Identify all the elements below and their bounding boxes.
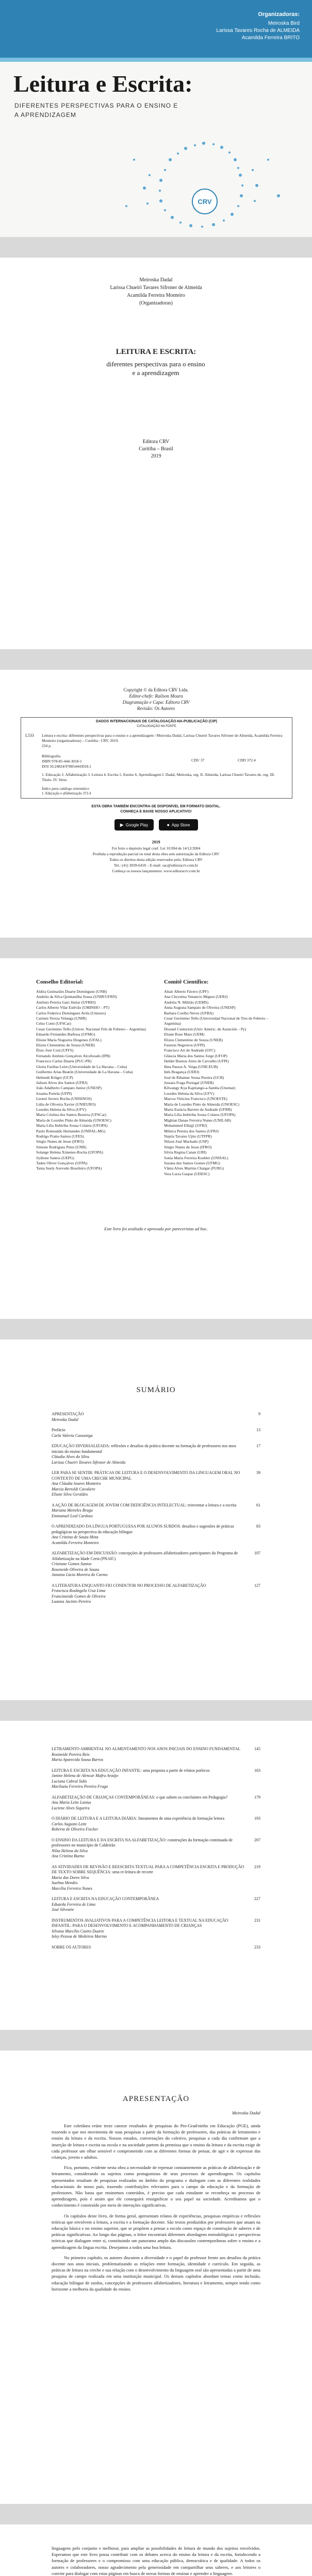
committee-member: Diosnel Centurion (Univ Americ. de Asunción – Py) — [164, 1026, 247, 1031]
board-member: Aldira Guimarães Duarte Domínguez (UNB) — [36, 989, 107, 994]
copyright-line-4: Revisão: Os Autores — [137, 706, 175, 711]
cover-logo — [192, 189, 218, 214]
address-line-6: Conheça os nossos lançamentos: www.editoracrv.com.br — [112, 869, 200, 873]
presentation-paragraph: Este coletânea reúne treze catorze resultados de pesquisas do Pro-Grad/ninho em Educação (PGE), ainda trazendo o que nos movimenta de suas pesquisas a partir da formação de professores, das práticas de letramento e ensino da leitura e da escrita. Nossos estudos, conversações do coletivo, pesquisas a cada dia confirmam que a inserção de leitura e escrita na escola e na sociedade partem da premissa que o ensino da leitura e da escrita exige de cada professor um olhar sensível e comprometido com as diferentes formas de pensar, de agir e de expressar das crianças, jovens e adultos. — [52, 2123, 260, 2160]
summary-entry[interactable] — [52, 1945, 260, 1951]
address-line-1: 2019 — [152, 840, 160, 844]
summary-page-2 — [0, 1721, 312, 2030]
summary-entry[interactable] — [52, 1918, 260, 1940]
presentation-paragraph: No primeiro capítulo, os autores discutem a diversidade e o papel do professor frente aos desafios da prática docente nos anos iniciais, problematizando as relações entre formação, identidade e currículo. Em seguida, as práticas de leitura na creche e sua relação com o desenvolvimento da linguagem oral são apresentadas a partir de uma pesquisa de campo realizada em uma instituição municipal. Os demais capítulos abordam temas como inclusão, educação bilíngue de surdos, concepções de professores alfabetizadores, literatura e letramento, sempre tendo como horizonte a melhoria da qualidade do ensino. — [52, 2255, 260, 2292]
summary-entry-page: 61 — [256, 1502, 260, 1507]
summary-heading: SUMÁRIO — [136, 1386, 176, 1394]
committee-member: Anna Augusta Sampaio de Oliveira (UNESP) — [164, 1005, 236, 1010]
committee-member: Jussara Fraga Portugal (UNEB) — [164, 1080, 214, 1085]
board-member: Élsio José Corá (UFFS) — [36, 1048, 74, 1053]
catalog-heading: DADOS INTERNACIONAIS DE CATALOGAÇÃO-NA-PUBLICAÇÃO (CIP) — [95, 720, 217, 723]
summary-entry-title: LER PARA SE SENTIR: PRÁTICAS DE LEITURA E O DESENVOLVIMENTO DA LINGUAGEM ORAL NO CONTEXTO DE UMA CRECHE MUNICIPAL — [52, 1470, 240, 1481]
summary-entry-title: ALFABETIZAÇÃO EM DISCUSSÃO: concepções de professores alfabetizadores participantes do Programa de Alfabetização na Idade Certa (PNAIC) — [52, 1551, 238, 1561]
catalog-index-label: Índice para catálogo sistemático — [42, 787, 89, 791]
summary-entry-page: 17 — [256, 1444, 260, 1448]
title-page-subtitle: diferentes perspectivas para o ensino e a aprendizagem — [106, 360, 205, 377]
summary-entry-page: 193 — [254, 1816, 260, 1821]
committee-member: Vânia Alves Martins Chaigar (FURG) — [164, 1166, 224, 1171]
continuation-paragraph: linguagens pelo conjunto e melhorar, para ampliar as possibilidades de leitura de mundo dos sujeitos envolvidos. Esperamos que este livro possa contribuir com os debates acerca do ensino da leitura e da escrita, fortalecendo a formação de professores e o compromisso com uma educação pública, democrática e de qualidade. A todos os autores e colaboradores, nosso agradecimento pela generosidade em compartilhar seus saberes, e aos leitores o convite para dialogar com estas páginas em busca de novas formas de ensinar e aprender a linguagem. — [52, 2546, 260, 2576]
committee-member: Vera Lucia Gaspar (UDESC) — [164, 1171, 210, 1176]
committee-member: Ilma Passos A. Veiga (UNICEUB) — [164, 1064, 218, 1069]
cover-dots-illustration — [0, 98, 312, 237]
board-member: Maria Lília Imbiriba Sousa Colares (UFOPA) — [36, 1123, 108, 1128]
summary-entry-title: O APRENDIZADO DA LÍNGUA PORTUGUESA POR ALUNOS SURDOS: desafios e sugestões de práticas pedagógicas na perspectiva da educação bilíngue — [52, 1524, 234, 1534]
committee-member: Maria de Lourdes Pinto de Almeida (UNOESC) — [164, 1101, 239, 1107]
board-member: João Adalberto Campato Junior (UNESP) — [36, 1086, 102, 1091]
summary-entry[interactable] — [52, 1747, 260, 1763]
board-right-title: Comitê Científico: — [164, 979, 209, 985]
presentation-paragraph: Fica, portanto, evidente nesta obra a necessidade de repensar constantemente as práticas de alfabetização e de letramento, considerando os sujeitos como protagonistas de seus processos de aprendizagem. Os capítulos apresentados resultam de pesquisas realizadas no âmbito do programa e dialogam com as diferentes realidades educacionais do nosso país, trazendo contribuições relevantes para o campo da educação e da formação de professores. Não basta que ensinemos conteúdos, é preciso que cada estudante se reconheça no processo de aprendizagem, pois é assim que ele conseguirá ressignificar o seu papel na sociedade. Acreditamos que o conhecimento é construído por meio de interações significativas. — [52, 2165, 260, 2208]
board-member: Helmuth Krüger (UCP) — [36, 1075, 73, 1080]
app-store-button[interactable] — [159, 819, 198, 831]
summary-entry-page: 39 — [256, 1470, 260, 1475]
google-play-button[interactable] — [114, 819, 154, 831]
summary-entry-page: 83 — [256, 1524, 260, 1529]
summary-entry-authors: Carla Valeria Cassaniga — [52, 1433, 93, 1438]
committee-member: Nilson José Machado (USP) — [164, 1139, 209, 1144]
summary-entry-title: INSTRUMENTOS AVALIATIVOS PARA A COMPETÊNCIA LEITORA E TEXTUAL NA EDUCAÇÃO INFANTIL: PARA O DESENVOLVIMENTO E ACOMPANHAMENTO DE CRIANÇAS — [52, 1918, 228, 1928]
catalog-cdu: CDU 37 — [191, 758, 205, 762]
summary-list-1 — [52, 1412, 260, 1610]
summary-entry[interactable] — [52, 1816, 260, 1833]
summary-entry-authors: Cláudia Alves da Silva Larissa Chueiri Tavares Sifroner de Almeida — [52, 1454, 126, 1465]
summary-entry-page: 9 — [258, 1412, 260, 1416]
cover-organizers-label: Organizadoras: — [258, 11, 300, 18]
catalog-index-entry: 1. Educação e alfabetização 372.4 — [42, 791, 91, 795]
summary-entry-page: 13 — [256, 1428, 260, 1432]
summary-entry-authors: Silvana Marcílio Castro Duarte Isley Pessoa de Medeiros Marino — [52, 1928, 107, 1939]
cover-organizer-3: Acamilda Ferreira BRITO — [241, 35, 300, 41]
cover-logo-text: CRV — [198, 197, 212, 206]
summary-entry-title: APRESENTAÇÃO — [52, 1412, 84, 1416]
title-page — [0, 258, 312, 649]
catalog-code: L533 — [25, 733, 34, 738]
summary-entry-page: 107 — [254, 1551, 260, 1555]
committee-member: José de Ribamar Sousa Pereira (UCB) — [164, 1075, 224, 1080]
committee-member: Altair Alberto Fávero (UPF) — [164, 989, 209, 994]
committee-member: Najela Tavares Ujiie (UTFPR) — [164, 1133, 212, 1139]
board-member: Simone Rodrigues Pinto (UNB) — [36, 1144, 87, 1149]
summary-page-1 — [0, 1340, 312, 1700]
summary-entry-page: 233 — [254, 1944, 260, 1950]
summary-entry-authors: Meiroska Dadal — [52, 1417, 78, 1422]
board-member: Carlos Federico Dominguez Avila (Unieuro) — [36, 1010, 106, 1015]
summary-entry-title: SOBRE OS AUTORES — [52, 1944, 91, 1950]
summary-entry-title: A AÇÃO DE BLOGAGEM DE JOVEM COM DEFICIÊNCIA INTELECTUAL: reinventar a leitura e a escrita — [52, 1502, 237, 1507]
cover-title: Leitura e Escrita: — [13, 71, 193, 97]
board-page — [0, 958, 312, 1319]
board-member: Sydione Santos (UEPG) — [36, 1155, 74, 1160]
board-member: Elione Maria Nogueira Diogenes (UFAL) — [36, 1037, 102, 1042]
continuation-body — [52, 2545, 260, 2576]
address-line-5: Tel.: (41) 3039-6418 – E-mail: sac@editoracrv.com.br — [113, 863, 199, 868]
play-store-icon: ▶ — [120, 822, 124, 827]
committee-member: Kilwangy Kya Kapitango-a-Samba (Unemat) — [164, 1086, 236, 1091]
summary-entry[interactable] — [52, 1412, 260, 1422]
cover-page — [0, 0, 312, 237]
board-member: Josania Portela (UFPI) — [36, 1091, 72, 1096]
summary-entry-title: ALFABETIZAÇÃO DE CRIANÇAS CONTEMPORÂNEAS: o que sabem os concluintes em Pedagogia? — [52, 1794, 228, 1800]
committee-member: Sérgio Nunes de Jesus (IFRO) — [164, 1144, 212, 1149]
cover-organizer-1: Meiroska Bird — [268, 21, 300, 26]
summary-entry-page: 227 — [254, 1896, 260, 1901]
committee-member: Inês Bragança (UERJ) — [164, 1070, 200, 1075]
committee-member: Eliane Rose Maio (UEM) — [164, 1032, 205, 1037]
copyright-line-1: Copyright © da Editora CRV Ltda. — [123, 687, 189, 692]
summary-entry-title: LEITURA E ESCRITA NA EDUCAÇÃO INFANTIL: uma proposta a partir de relatos poéticos — [52, 1768, 210, 1773]
copyright-line-2: Editor-chefe: Railson Moura — [129, 693, 183, 699]
summary-entry-authors: Rosineide Pereira Reis Maria Aparecida Sousa Barros — [52, 1752, 103, 1762]
board-member: Lourdes Helena da Silva (UFV) — [36, 1107, 87, 1112]
committee-member: Elizeu Clementino de Souza (UNEB) — [164, 1037, 223, 1042]
app-store-label: App Store — [171, 822, 190, 827]
board-member: Antônio Pereira Gaio Júnior (UFRRJ) — [36, 999, 96, 1005]
summary-entry-authors: Ana Cláudia Soares Monteiro Marcia Bertoldi Cavaliere Eliane Silva Geraldes — [52, 1481, 101, 1497]
board-left-list — [36, 989, 155, 1172]
presentation-body — [52, 2123, 260, 2296]
summary-entry-page: 231 — [254, 1918, 260, 1923]
summary-entry-page: 127 — [254, 1583, 260, 1588]
committee-member: Fauston Negreiros (UFPI) — [164, 1043, 205, 1048]
committee-member: Helder Buenos Aires de Carvalho (UFPI) — [164, 1059, 229, 1064]
committee-member: Gláucia Maria dos Santos Jorge (UFOP) — [164, 1053, 227, 1058]
board-member: Solange Helena Ximenes-Rocha (UFOPA) — [36, 1150, 103, 1155]
presentation-heading: APRESENTAÇÃO — [122, 2095, 190, 2103]
board-member: Carlos Alberto Vilar Estêvão (UMINHO – PT) — [36, 1005, 109, 1010]
cover-organizer-2: Larissa Tavares Rocha de ALMEIDA — [216, 28, 300, 33]
catalog-card — [21, 717, 292, 799]
title-page-organizer-2: Larissa Chueiri Tavares Sifroner de Almeida — [110, 285, 202, 291]
summary-list-2 — [52, 1747, 260, 1955]
summary-entry-title: EDUCAÇÃO DIVERSALIZADA: reflexões e desafios da prática docente na formação de professores nos anos iniciais do ensino fundamental — [52, 1444, 236, 1454]
board-member: Lídia de Oliveira Xavier (UNIEURO) — [36, 1101, 96, 1107]
committee-member: Marcos Vinicius Francisco (UNOESTE) — [164, 1096, 227, 1101]
cover-subtitle: DIFERENTES PERSPECTIVAS PARA O ENSINO E A APRENDIZAGEM — [14, 102, 178, 118]
committee-member: Cesar Gerónimo Tello (Universidad Nacional de Tres de Febrero – Argentina) — [164, 1016, 269, 1026]
summary-entry-title: A LITERATURA ENQUANTO FIO CONDUTOR NO PROCESSO DE ALFABETIZAÇÃO — [52, 1583, 206, 1588]
board-member: Sérgio Nunes de Jesus (IFRO) — [36, 1139, 84, 1144]
catalog-cdd: CDD 372.4 — [238, 758, 256, 762]
title-page-organizer-note: (Organizadoras) — [139, 300, 173, 306]
google-play-label: Google Play — [125, 822, 149, 827]
committee-member: Francisco Ari de Andrade (UFC) — [164, 1048, 216, 1053]
presentation-paragraph: Os capítulos deste livro, de forma geral, apresentam relatos de experiências, pesquisas empíricas e reflexões teóricas que envolvem a leitura, a escrita e a formação docente. São textos produzidos por professores que atuam na educação básica e no ensino superior, que se propõem a pensar a escola como espaço de construção de saberes e de práticas significativas. Ao longo das páginas, o leitor encontrará diferentes abordagens metodológicas e perspectivas teóricas que dialogam entre si, constituindo um panorama amplo das discussões contemporâneas sobre o ensino e a aprendizagem da língua escrita. Desejamos a todos uma boa leitura. — [52, 2213, 260, 2250]
board-member: Carmen Tereza Velanga (UNIR) — [36, 1016, 87, 1021]
summary-entry[interactable] — [52, 1768, 260, 1790]
apple-icon: ● — [167, 822, 170, 827]
committee-member: Maria Lília Imbiriba Sousa Colares (UFOPA) — [164, 1112, 236, 1117]
rights-line-1: ESTA OBRA TAMBÉM ENCONTRA-SE DISPONÍVEL EM FORMATO DIGITAL. — [91, 805, 221, 808]
board-member: Gloria Fariñas León (Universidade de La Havana – Cuba) — [36, 1064, 127, 1069]
title-page-year: 2019 — [151, 453, 161, 459]
summary-entry-title: Prefácio — [52, 1428, 65, 1432]
board-review-note: Este livro foi avaliado e aprovado por pareceristas ad hoc. — [104, 1226, 208, 1231]
title-page-organizer-3: Acamilda Ferreira Monteiro — [127, 293, 185, 298]
presentation-byline: Meiroska Dadal — [232, 2110, 260, 2115]
committee-member: Maria Eurácia Barreto de Andrade (UFRB) — [164, 1107, 232, 1112]
address-line-2: Foi feito o depósito legal conf. Lei 10.994 de 14/12/2004 — [111, 846, 201, 851]
title-page-city: Curitiba – Brasil — [139, 446, 173, 452]
board-member: Fernando Antônio Gonçalves Alcoforado (IPB) — [36, 1053, 110, 1058]
board-member: Jailson Alves dos Santos (UFRJ) — [36, 1080, 88, 1085]
committee-member: Ana Chrystina Venancio Mignot (UERJ) — [164, 994, 228, 999]
summary-entry-title: AS ATIVIDADES DE REVISÃO E REESCRITA TEXTUAL PARA A COMPETÊNCIA ESCRITA E PRODUÇÃO DE TEXTO SOBRE SEQUÊNCIA: uma re-leitura de recorte — [52, 1864, 244, 1874]
summary-entry[interactable] — [52, 1470, 260, 1498]
summary-entry-authors: Francisca Rosângela Cruz Lima Francisneide Gomes de Oliveira Luanna Jacinto Pereira — [52, 1588, 106, 1604]
summary-entry[interactable] — [52, 1838, 260, 1859]
summary-entry[interactable] — [52, 1896, 260, 1913]
copyright-page — [0, 670, 312, 938]
copyright-line-3: Diagramação e Capa: Editora CRV — [122, 700, 190, 705]
board-member: Paulo Romualdo Hernandes (UNIFAL-MG) — [36, 1128, 106, 1133]
board-member: Guillermo Arias Beatón (Universidade de La Havana – Cuba) — [36, 1070, 133, 1075]
committee-member: Silvia Regina Canan (URI) — [164, 1150, 207, 1155]
board-member: Cesar Gerónimo Tello (Univer. Nacional Três de Febrero – Argentina) — [36, 1026, 146, 1031]
summary-entry-title: O DIÁRIO DE LEITURA E A LEITURA DIÁRIA: lineamentos de uma experiência de formação leitora — [52, 1816, 225, 1821]
board-member: Celso Conti (UFSCar) — [36, 1021, 71, 1026]
summary-entry-page: 219 — [254, 1864, 260, 1869]
summary-entry[interactable] — [52, 1503, 260, 1519]
summary-entry-authors: Ana Maria Leite Lanius Luciene Alves Siqueira — [52, 1800, 91, 1810]
committee-member: Lourdes Helena da Silva (UFV) — [164, 1091, 215, 1096]
board-member: Andréia da Silva Quintanilha Sousa (UNIR/UFRN) — [36, 994, 117, 999]
catalog-sub: CATALOGAÇÃO NA FONTE — [137, 725, 176, 728]
summary-entry-authors: Nilza Helena da Silva Ana Cristina Bueno — [52, 1848, 88, 1858]
summary-entry-authors: Janine Helena de Alencar Mafra Araújo Luciana Cabral Sidis Mariluzia Ferreira Pereira Fraga — [52, 1773, 119, 1789]
summary-entry-page: 179 — [254, 1794, 260, 1800]
committee-member: Mohammed Elhajji (UFRJ) — [164, 1123, 207, 1128]
summary-entry-title: O ENSINO DA LEITURA E DA ESCRITA NA ALFABETIZAÇÃO: construções da formação continuada de professores no município de Caldeirão — [52, 1837, 233, 1848]
board-member: Eduardo Fernandes Barbosa (UFMG) — [36, 1032, 95, 1037]
summary-entry-page: 163 — [254, 1768, 260, 1773]
board-member: Francisco Carlos Duarte (PUC-PR) — [36, 1059, 92, 1064]
summary-entry-authors: Cristiane Gomes Santos Roseneide Oliveira de Souza Janaina Lúcia Moreira do Carmo — [52, 1562, 108, 1577]
summary-entry-authors: Maria das Dores Silva Suelma Mendes Marcília Ferreira Nunes — [52, 1875, 92, 1891]
committee-member: Suzana dos Santos Gomes (UFMG) — [164, 1161, 220, 1165]
board-right-list — [164, 989, 283, 1177]
summary-entry[interactable] — [52, 1795, 260, 1811]
summary-entry-authors: Eduarda Ferreira de Lima José Silvestre — [52, 1902, 95, 1912]
board-member: Rodrigo Pratte-Santos (UFES) — [36, 1133, 84, 1139]
address-line-4: Todos os direitos desta edição reservados pela: Editora CRV — [109, 857, 203, 862]
committee-member: Barbara Coelho Neves (UFBA) — [164, 1010, 214, 1015]
summary-entry[interactable] — [52, 1551, 260, 1578]
summary-entry-page: 145 — [254, 1747, 260, 1751]
title-page-organizer-1: Meiroska Dadal — [139, 277, 173, 283]
summary-entry-page: 207 — [254, 1837, 260, 1842]
address-line-3: Proibida a reprodução parcial ou total desta obra sem autorização da Editora CRV — [92, 852, 220, 856]
catalog-entry: Leitura e escrita: diferentes perspectivas para o ensino e a aprendizagem / Meiroska Dadal, Larissa Chueiri Tavares Sifroner de Almeida, Acamilda Ferreira Monteiro (organizadoras) – Curitiba : CRV, 2019. 234 p. Bibliografia ISBN 978-85-444-3018-1 DOI 10.24824/978854443018.1 — [42, 733, 283, 769]
board-member: Tania Suely Azevedo Brasileiro (UFOPA) — [36, 1166, 102, 1171]
cover-top-band-light — [0, 58, 312, 62]
summary-entry[interactable] — [52, 1428, 260, 1438]
summary-entry[interactable] — [52, 1865, 260, 1892]
title-page-title: LEITURA E ESCRITA: — [116, 348, 196, 356]
catalog-subjects: 1. Educação 2. Alfabetização 3. Leitura 4. Escrita 5. Ensino 6. Aprendizagem I. Dadal, Meiroska, org. II. Almeida, Larissa Chueiri Tavares de, org. III. Título. IV. Série. — [42, 772, 275, 782]
committee-member: Sonia Maria Ferreira Koehler (UNISAL) — [164, 1155, 228, 1160]
summary-entry-authors: Carlos Augusto Leite Roberta de Oliveira Fischer — [52, 1821, 98, 1832]
rights-line-2: CONHEÇA E BAIXE NOSSO APLICATIVO! — [120, 810, 192, 814]
committee-member: Andréia N. Militão (UEMS) — [164, 999, 209, 1005]
board-member: Tadeu Oliver Gonçalves (UFPA) — [36, 1161, 88, 1165]
board-member: Leonel Severo Rocha (UNISINOS) — [36, 1096, 92, 1101]
board-member: Elizeu Clementino de Souza (UNEB) — [36, 1043, 95, 1048]
summary-entry-title: LEITURA E ESCRITA NA EDUCAÇÃO CONTEMPORÂNEA — [52, 1896, 159, 1901]
presentation-page — [0, 2050, 312, 2504]
board-member: Maria de Lourdes Pinto de Almeida (UNOESC) — [36, 1117, 111, 1123]
committee-member: Míghian Danae Ferreira Nunes (UNILAB) — [164, 1117, 231, 1123]
continuation-page — [0, 2524, 312, 2576]
summary-entry[interactable] — [52, 1583, 260, 1605]
title-page-publisher: Editora CRV — [142, 439, 170, 445]
summary-entry[interactable] — [52, 1524, 260, 1546]
summary-entry-title: LETRAMENTO AMBIENTAL NO ALMENTAMENTO NOS ANOS INICIAIS DO ENSINO FUNDAMENTAL — [52, 1747, 241, 1751]
summary-entry-authors: Ana Cristina de Souza Mota Acamilda Ferreira Monteiro — [52, 1535, 99, 1545]
summary-entry-authors: Mariana Meireles Braga Emmanuel Leal Cardoso — [52, 1508, 93, 1518]
board-left-title: Conselho Editorial: — [36, 979, 84, 985]
summary-entry[interactable] — [52, 1444, 260, 1465]
committee-member: Mônica Pereira dos Santos (UFRJ) — [164, 1128, 219, 1133]
board-member: Maria Cristina dos Santos Bezerra (UFSCar) — [36, 1112, 107, 1117]
